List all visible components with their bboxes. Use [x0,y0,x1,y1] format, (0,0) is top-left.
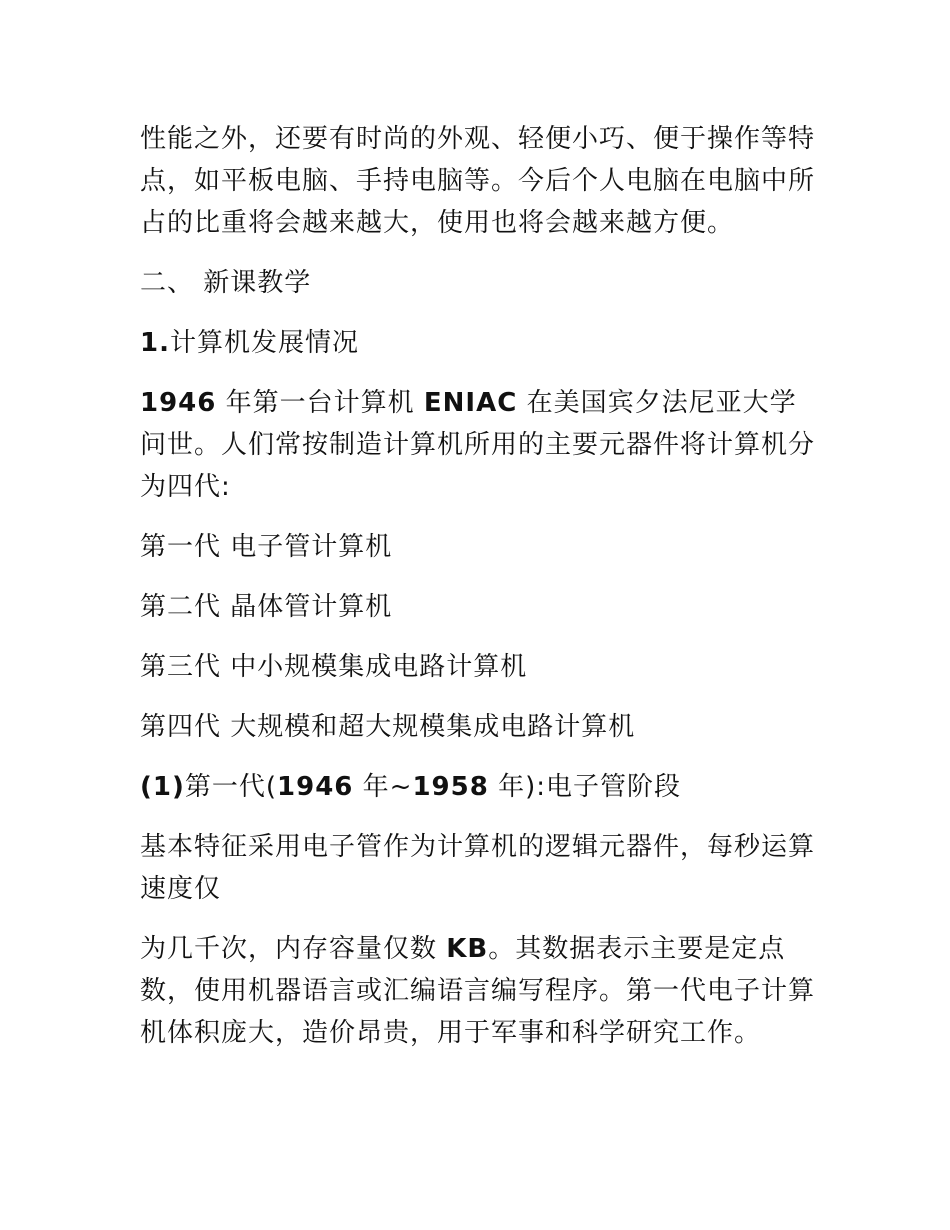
stage-heading [140,766,820,808]
eniac-paragraph [140,382,820,508]
feature-paragraph-2 [140,928,820,1054]
generation-3: 第三代 中小规模集成电路计算机 [140,652,528,682]
subheading-number: 1. [140,328,170,358]
feature-text-a: 为几千次，内存容量仅数 [140,934,447,964]
stage-text-a: 第一代( [184,772,278,802]
stage-year-end: 1958 [412,772,489,802]
generation-4: 第四代 大规模和超大规模集成电路计算机 [140,712,636,742]
generation-1: 第一代 电子管计算机 [140,532,393,562]
stage-text-b: 年~ [353,772,413,802]
stage-text-c: 年):电子管阶段 [488,772,681,802]
stage-number: (1) [140,772,185,802]
eniac-name: ENIAC [423,388,518,418]
intro-paragraph: 性能之外，还要有时尚的外观、轻便小巧、便于操作等特点，如平板电脑、手持电脑等。今后个人电脑在电脑中所占的比重将会越来越大，使用也将会越来越方便。 [140,124,816,238]
section-heading: 二、 新课教学 [140,268,312,298]
feature-kb: KB [446,934,489,964]
subheading-text: 计算机发展情况 [169,328,359,358]
document-page [140,118,820,1054]
generation-2: 第二代 晶体管计算机 [140,592,393,622]
subheading [140,322,820,364]
stage-year-start: 1946 [277,772,354,802]
feature-paragraph-1: 基本特征采用电子管作为计算机的逻辑元器件，每秒运算速度仅 [140,832,816,904]
eniac-year: 1946 [140,388,217,418]
eniac-text-a: 年第一台计算机 [216,388,424,418]
eniac-text-b: 在美国宾夕法尼亚大学问世。人们常按制造计算机所用的主要元器件将计算机分为四代: [140,388,816,502]
feature-text-b: 。其数据表示主要是定点数，使用机器语言或汇编语言编写程序。第一代电子计算机体积庞大，造价昂贵，用于军事和科学研究工作。 [140,934,816,1048]
